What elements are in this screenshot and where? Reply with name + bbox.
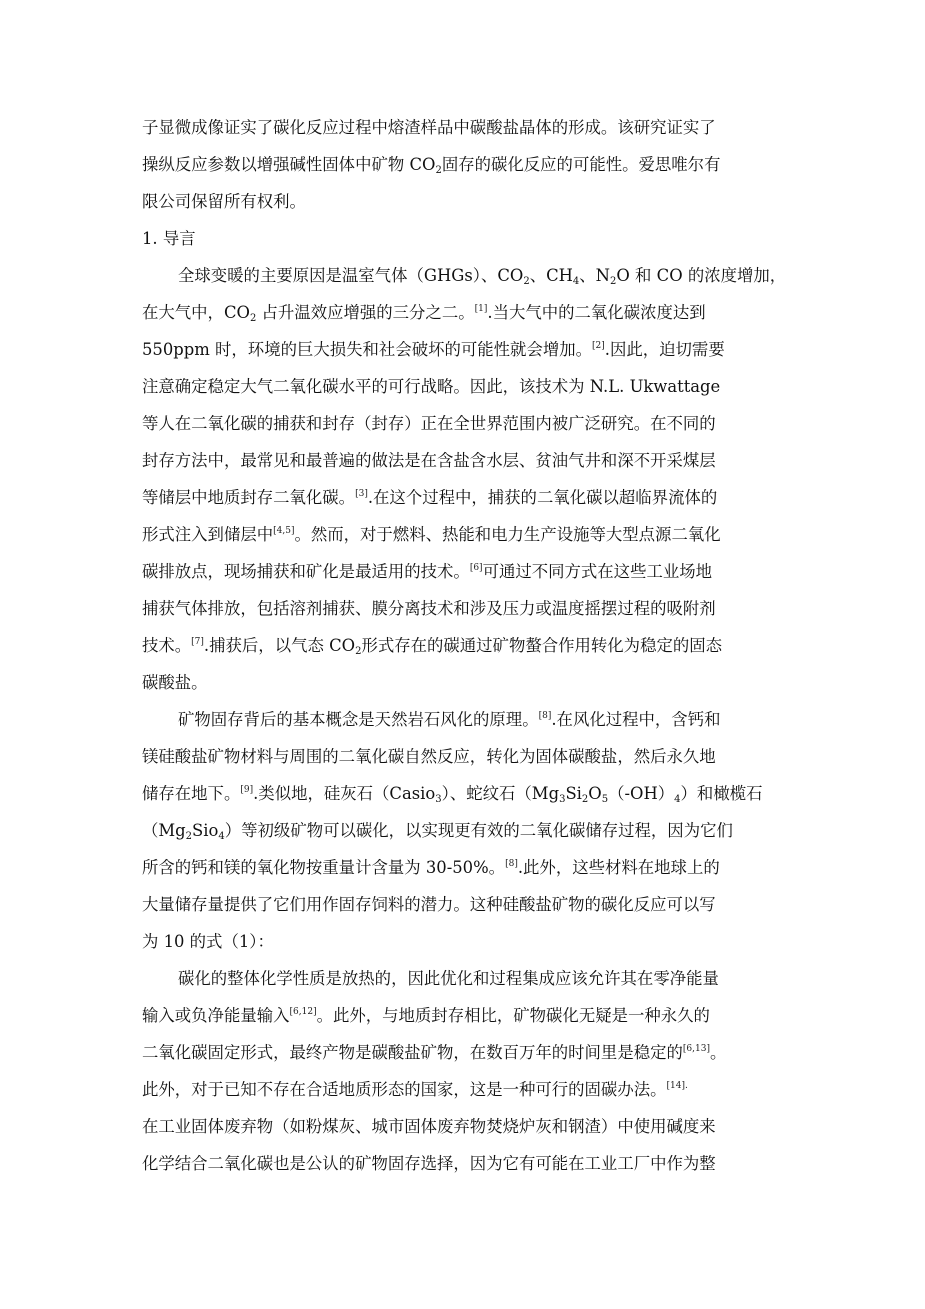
body-line: 大量储存量提供了它们用作固存饲料的潜力。这种硅酸盐矿物的碳化反应可以写: [142, 895, 716, 914]
citation-ref: [14].: [666, 1081, 688, 1091]
citation-ref: [8]: [505, 859, 518, 869]
subscript: 3: [435, 794, 442, 805]
body-line: 在大气中，$CO_2$ 占升温效应增强的三分之二。[1].当大气中的二氧化碳浓度达到: [142, 303, 706, 324]
body-line: 在工业固体废弃物（如粉煤灰、城市固体废弃物焚烧炉灰和钢渣）中使用碱度来: [142, 1117, 716, 1136]
subscript: 3: [559, 794, 566, 805]
body-line: 形式注入到储层中[4,5]。然而，对于燃料、热能和电力生产设施等大型点源二氧化: [142, 525, 721, 544]
abstract-line: 限公司保留所有权利。: [142, 192, 306, 211]
citation-ref: [4,5]: [273, 526, 295, 536]
body-line: 全球变暖的主要原因是温室气体（GHGs）、$CO_2$、$CH_4$、$N_2O$ 和 CO 的浓度增加，: [178, 266, 787, 287]
subscript: 4: [572, 276, 580, 287]
subscript: 2: [523, 276, 530, 287]
subscript: 5: [601, 794, 609, 805]
section-heading: 1. 导言: [142, 229, 196, 248]
body-line: 碳酸盐。: [142, 673, 208, 692]
body-line: 二氧化碳固定形式，最终产物是碳酸盐矿物，在数百万年的时间里是稳定的[6,13]。: [142, 1043, 727, 1062]
body-line: 封存方法中，最常见和最普遍的做法是在含盐含水层、贫油气井和深不开采煤层: [142, 451, 716, 470]
citation-ref: [6,12]: [289, 1007, 317, 1017]
subscript: 4: [218, 831, 225, 842]
abstract-line: 操纵反应参数以增强碱性固体中矿物 $CO_2$固存的碳化反应的可能性。爱思唯尔有: [142, 155, 721, 176]
subscript: 2: [610, 276, 617, 287]
citation-ref: [6,13]: [682, 1044, 710, 1054]
body-line: 等储层中地质封存二氧化碳。[3].在这个过程中，捕获的二氧化碳以超临界流体的: [142, 488, 718, 507]
body-line: 所含的钙和镁的氧化物按重量计含量为 30-50%。[8].此外，这些材料在地球上的: [142, 858, 720, 877]
body-line: 550ppm 时，环境的巨大损失和社会破坏的可能性就会增加。[2].因此，迫切需要: [142, 340, 725, 359]
citation-ref: [1]: [474, 304, 488, 314]
abstract-line: 子显微成像证实了碳化反应过程中熔渣样品中碳酸盐晶体的形成。该研究证实了: [142, 118, 716, 137]
subscript: 2: [249, 313, 257, 324]
citation-ref: [9]: [240, 785, 254, 795]
body-line: 镁硅酸盐矿物材料与周围的二氧化碳自然反应，转化为固体碳酸盐，然后永久地: [142, 747, 716, 766]
subscript: 4: [674, 794, 681, 805]
body-line: 储存在地下。[9].类似地，硅灰石（Casio$_3$）、蛇纹石$(Mg_3Si_2O_5(-OH)_4)$和橄榄石: [142, 784, 763, 805]
body-line: 注意确定稳定大气二氧化碳水平的可行战略。因此，该技术为 N.L. Ukwattage: [142, 377, 721, 396]
subscript: 2: [355, 646, 362, 657]
body-line: 技术。[7].捕获后，以气态 $CO_2$形式存在的碳通过矿物螯合作用转化为稳定的固态: [142, 636, 723, 657]
body-line: 为 10 的式（1）：: [142, 932, 274, 951]
body-line: 碳排放点，现场捕获和矿化是最适用的技术。[6]可通过不同方式在这些工业场地: [142, 562, 713, 581]
body-line: 捕获气体排放，包括溶剂捕获、膜分离技术和涉及压力或温度摇摆过程的吸附剂: [142, 599, 716, 618]
body-line: 碳化的整体化学性质是放热的，因此优化和过程集成应该允许其在零净能量: [178, 969, 719, 988]
citation-ref: [3]: [355, 489, 368, 499]
body-line: $(Mg_2Sio_4)$等初级矿物可以碳化，以实现更有效的二氧化碳储存过程，因为它们: [142, 821, 733, 842]
body-line: 输入或负净能量输入[6,12]。此外，与地质封存相比，矿物碳化无疑是一种永久的: [142, 1006, 710, 1025]
subscript: 2: [185, 831, 193, 842]
body-line: 此外，对于已知不存在合适地质形态的国家，这是一种可行的固碳办法。$^{[14].}$: [142, 1080, 688, 1099]
subscript: 2: [581, 794, 589, 805]
body-line: 化学结合二氧化碳也是公认的矿物固存选择，因为它有可能在工业工厂中作为整: [142, 1154, 716, 1173]
citation-ref: [7]: [191, 637, 204, 647]
citation-ref: [8]: [538, 711, 552, 721]
body-line: 等人在二氧化碳的捕获和封存（封存）正在全世界范围内被广泛研究。在不同的: [142, 414, 716, 433]
body-line: 矿物固存背后的基本概念是天然岩石风化的原理。[8].在风化过程中，含钙和: [178, 710, 721, 729]
citation-ref: [2]: [592, 341, 605, 351]
citation-ref: [6]: [469, 563, 483, 573]
subscript: 2: [435, 165, 442, 176]
